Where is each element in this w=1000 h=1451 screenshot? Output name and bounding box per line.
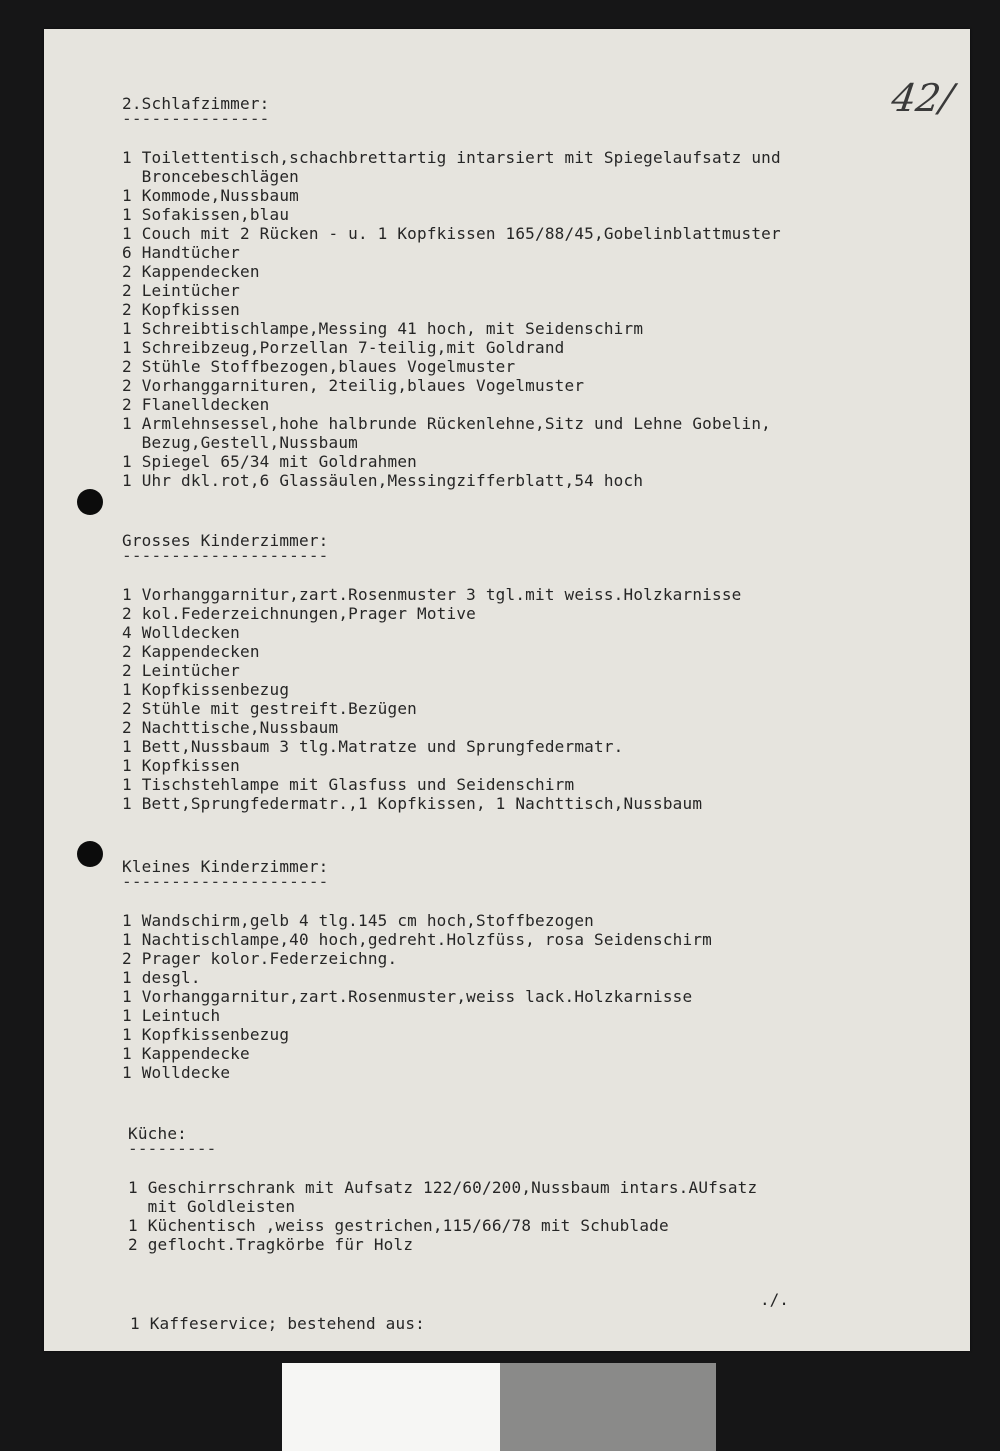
item-text: Kopfkissen: [141, 300, 241, 319]
inventory-item: [122, 794, 742, 813]
item-text: Spiegel 65/34 mit Goldrahmen: [141, 452, 418, 471]
inventory-item: [122, 987, 712, 1006]
item-text: Leintücher: [141, 661, 241, 680]
section-heading: 2.Schlafzimmer:: [122, 94, 270, 113]
section-schlafzimmer: [122, 94, 781, 490]
calibration-strip-white: [282, 1363, 500, 1451]
item-quantity: 1: [122, 1025, 132, 1044]
item-quantity: 1: [122, 756, 132, 775]
item-quantity: 1: [122, 452, 132, 471]
item-quantity: 2: [122, 357, 132, 376]
inventory-item: [122, 623, 742, 642]
item-text: Vorhanggarnituren, 2teilig,blaues Vogelmuster: [141, 376, 585, 395]
item-text: geflocht.Tragkörbe für Holz: [147, 1235, 414, 1254]
inventory-item: [122, 395, 781, 414]
inventory-item: [122, 585, 742, 604]
item-quantity: 1: [122, 775, 132, 794]
section-kueche: [128, 1124, 757, 1254]
item-text: Uhr dkl.rot,6 Glassäulen,Messingzifferblatt,54 hoch: [141, 471, 644, 490]
item-text: Schreibzeug,Porzellan 7-teilig,mit Goldrand: [141, 338, 565, 357]
inventory-item: [122, 642, 742, 661]
inventory-item: [122, 186, 781, 205]
section-heading: Küche:: [128, 1124, 187, 1143]
item-quantity: 1: [122, 1063, 132, 1082]
item-quantity: 1: [122, 968, 132, 987]
item-text: Schreibtischlampe,Messing 41 hoch, mit Seidenschirm: [141, 319, 644, 338]
item-text: Flanelldecken: [141, 395, 270, 414]
heading-underline: ---------------------: [122, 546, 329, 565]
item-text: mit Goldleisten: [147, 1197, 296, 1216]
item-quantity: 1: [122, 414, 132, 433]
item-quantity: 2: [122, 376, 132, 395]
item-quantity: 1: [122, 680, 132, 699]
heading-underline: ---------------: [122, 109, 270, 128]
item-text: Handtücher: [141, 243, 241, 262]
item-quantity: 1: [122, 338, 132, 357]
inventory-item: [128, 1235, 757, 1254]
inventory-item-continuation: [122, 167, 781, 186]
inventory-item: [122, 680, 742, 699]
item-quantity: 1: [122, 737, 132, 756]
item-quantity: 2: [122, 300, 132, 319]
punch-hole: [77, 841, 103, 867]
inventory-item: [122, 775, 742, 794]
item-quantity: 2: [122, 281, 132, 300]
handwritten-folio-number: 42/: [888, 76, 957, 120]
item-quantity: 1: [128, 1178, 138, 1197]
item-text: Kappendecken: [141, 262, 260, 281]
inventory-item: [122, 1006, 712, 1025]
item-text: Kommode,Nussbaum: [141, 186, 300, 205]
section-grosses-kinderzimmer: [122, 531, 742, 813]
inventory-item: [122, 300, 781, 319]
item-text: Kappendecken: [141, 642, 260, 661]
item-quantity: 1: [122, 471, 132, 490]
inventory-item: [122, 471, 781, 490]
item-text: Vorhanggarnitur,zart.Rosenmuster,weiss lack.Holzkarnisse: [141, 987, 693, 1006]
item-text: Küchentisch ,weiss gestrichen,115/66/78 mit Schublade: [147, 1216, 669, 1235]
inventory-item: [122, 281, 781, 300]
continuation-marker: ./.: [760, 1290, 789, 1309]
item-quantity: 2: [122, 642, 132, 661]
item-quantity: 2: [122, 718, 132, 737]
item-text: Nachttische,Nussbaum: [141, 718, 339, 737]
item-text: Toilettentisch,schachbrettartig intarsiert mit Spiegelaufsatz und: [141, 148, 781, 167]
item-text: Sofakissen,blau: [141, 205, 290, 224]
item-quantity: 1: [128, 1216, 138, 1235]
item-quantity: 1: [122, 930, 132, 949]
item-text: Geschirrschrank mit Aufsatz 122/60/200,Nussbaum intars.AUfsatz: [147, 1178, 758, 1197]
item-quantity: 1: [122, 1006, 132, 1025]
item-text: Tischstehlampe mit Glasfuss und Seidenschirm: [141, 775, 575, 794]
item-text: Bett,Nussbaum 3 tlg.Matratze und Sprungfedermatr.: [141, 737, 624, 756]
item-text: Wolldecken: [141, 623, 241, 642]
section-kleines-kinderzimmer: [122, 857, 712, 1082]
inventory-item: [122, 1063, 712, 1082]
inventory-item: [122, 452, 781, 471]
inventory-item-continuation: [122, 433, 781, 452]
inventory-item: [122, 968, 712, 987]
inventory-item: [122, 737, 742, 756]
item-text: Couch mit 2 Rücken - u. 1 Kopfkissen 165/88/45,Gobelinblattmuster: [141, 224, 781, 243]
inventory-item: [122, 911, 712, 930]
item-quantity: 2: [122, 699, 132, 718]
inventory-item: [122, 756, 742, 775]
inventory-item: [122, 949, 712, 968]
item-text: desgl.: [141, 968, 201, 987]
item-text: Kaffeservice; bestehend aus:: [149, 1314, 426, 1333]
inventory-item: [122, 661, 742, 680]
item-quantity: 2: [122, 604, 132, 623]
section-heading: Grosses Kinderzimmer:: [122, 531, 329, 550]
item-quantity: 1: [122, 585, 132, 604]
item-quantity: 6: [122, 243, 132, 262]
inventory-item: [122, 205, 781, 224]
item-text: Wolldecke: [141, 1063, 231, 1082]
item-quantity: 1: [122, 987, 132, 1006]
item-quantity: 2: [122, 949, 132, 968]
item-quantity: 1: [122, 794, 132, 813]
inventory-item: [122, 243, 781, 262]
inventory-item: [122, 699, 742, 718]
inventory-item: [122, 224, 781, 243]
item-text: Broncebeschlägen: [141, 167, 299, 186]
item-quantity: 1: [122, 911, 132, 930]
item-text: Vorhanggarnitur,zart.Rosenmuster 3 tgl.mit weiss.Holzkarnisse: [141, 585, 742, 604]
item-text: Stühle Stoffbezogen,blaues Vogelmuster: [141, 357, 516, 376]
inventory-item: [122, 338, 781, 357]
section-heading: Kleines Kinderzimmer:: [122, 857, 329, 876]
inventory-item: [122, 604, 742, 623]
item-quantity: 4: [122, 623, 132, 642]
item-quantity: 1: [130, 1314, 140, 1333]
item-quantity: 1: [122, 224, 132, 243]
inventory-item: [122, 319, 781, 338]
inventory-item: [122, 1044, 712, 1063]
item-text: Stühle mit gestreift.Bezügen: [141, 699, 418, 718]
item-text: Nachtischlampe,40 hoch,gedreht.Holzfüss, rosa Seidenschirm: [141, 930, 712, 949]
punch-hole: [77, 489, 103, 515]
inventory-item: [128, 1216, 757, 1235]
item-quantity: 1: [122, 148, 132, 167]
trailing-item: [130, 1276, 425, 1352]
item-quantity: 2: [122, 395, 132, 414]
item-text: Kopfkissenbezug: [141, 1025, 290, 1044]
item-text: Wandschirm,gelb 4 tlg.145 cm hoch,Stoffbezogen: [141, 911, 594, 930]
item-quantity: 2: [122, 262, 132, 281]
item-quantity: 1: [122, 319, 132, 338]
calibration-strip-grey: [500, 1363, 716, 1451]
item-text: Bett,Sprungfedermatr.,1 Kopfkissen, 1 Nachttisch,Nussbaum: [141, 794, 703, 813]
item-text: Kopfkissen: [141, 756, 241, 775]
inventory-item-continuation: [128, 1197, 757, 1216]
item-quantity: 1: [122, 186, 132, 205]
inventory-item: [122, 718, 742, 737]
item-text: Armlehnsessel,hohe halbrunde Rückenlehne,Sitz und Lehne Gobelin,: [141, 414, 771, 433]
inventory-item: [122, 1025, 712, 1044]
item-text: Leintuch: [141, 1006, 221, 1025]
item-text: Bezug,Gestell,Nussbaum: [141, 433, 358, 452]
item-quantity: 2: [122, 661, 132, 680]
inventory-item: [122, 262, 781, 281]
heading-underline: ---------------------: [122, 872, 329, 891]
item-text: Leintücher: [141, 281, 241, 300]
item-quantity: 2: [128, 1235, 138, 1254]
item-text: kol.Federzeichnungen,Prager Motive: [141, 604, 477, 623]
inventory-item: [122, 930, 712, 949]
inventory-item: [122, 148, 781, 167]
inventory-item: [122, 357, 781, 376]
inventory-item: [122, 376, 781, 395]
heading-underline: ---------: [128, 1139, 217, 1158]
item-text: Kopfkissenbezug: [141, 680, 290, 699]
item-text: Prager kolor.Federzeichng.: [141, 949, 398, 968]
item-quantity: 1: [122, 1044, 132, 1063]
item-text: Kappendecke: [141, 1044, 250, 1063]
inventory-item: [128, 1178, 757, 1197]
inventory-item: [122, 414, 781, 433]
item-quantity: 1: [122, 205, 132, 224]
